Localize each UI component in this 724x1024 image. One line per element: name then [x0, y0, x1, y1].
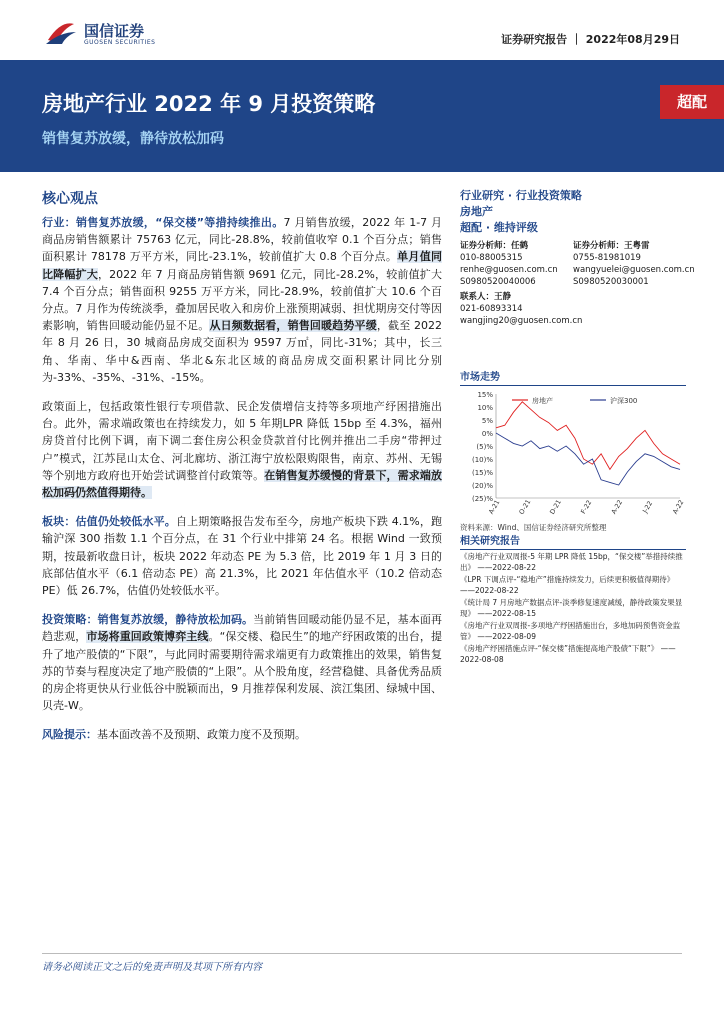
y-tick-label: (20)%: [471, 482, 493, 490]
x-tick-label: A-21: [487, 498, 502, 516]
core-views: [42, 188, 442, 756]
y-tick-label: 15%: [477, 391, 493, 399]
paragraph-text: ，截至 2022 年 8 月 26 日，30 城商品房成交面积为 9597 万㎡，同比-31%；其中，长三角、华南、华中&西南、华北&东北区域的商品房成交面积累计同比分别为-33%、-35%、-31%、-15%。: [42, 319, 443, 384]
x-tick-label: A-22: [609, 498, 625, 516]
legend-label: 房地产: [532, 397, 553, 405]
report-category: 行业研究 · 行业投资策略: [460, 189, 582, 202]
legend-label: 沪深300: [610, 397, 638, 405]
related-title: 相关研究报告: [460, 532, 686, 550]
analyst-email[interactable]: wangyuelei@guosen.com.cn: [573, 265, 695, 275]
paragraph-strategy: [42, 611, 442, 714]
section-title: 核心观点: [42, 191, 98, 207]
y-tick-label: 0%: [481, 430, 493, 438]
analyst-name: 证券分析师：王粤雷: [573, 241, 650, 251]
paragraph-label: 行业：销售复苏放缓，“保交楼”等措持续推出。: [42, 216, 284, 229]
paragraph-sector: [42, 513, 442, 599]
paragraph-text: 。“保交楼、稳民生”的地产纾困政策的出台，提升了地产股债的“下限”，与此同时需要期待需求端更有力政策推出的效果，销售复苏的节奏与程度决定了地产股债的“上限”。从个股角度，经营稳健、具备优秀品质的房企将更快从行业低谷中脱颖而出，9 月推荐保利发展、滨江集团、绿城中国、贝壳-W。: [42, 630, 443, 713]
logo-subtext: GUOSEN SECURITIES: [84, 39, 156, 46]
paragraph-text: 政策面上，包括政策性银行专项借款、民企发债增信支持等多项地产纾困措施出台。此外，需求端政策也在持续发力，如 5 年期LPR 降低 15bp 至 4.3%，福州房贷首付比例下调，南下调二套住房公积金贷款首付比例并推出二手房“带押过户”模式，江苏昆山太仓、河北廊坊、浙江海宁放松限购限售，南京、苏州、无锡等个别地方政府也开始尝试调整首付政策等。: [42, 400, 442, 482]
analyst-card: [573, 240, 695, 288]
page-header: [0, 0, 724, 60]
x-tick-label: J-22: [641, 499, 655, 515]
contact-email[interactable]: wangjing20@guosen.com.cn: [460, 316, 583, 326]
x-tick-label: A-22: [671, 498, 686, 516]
market-trend: [460, 368, 686, 533]
contact-name: 联系人：王静: [460, 292, 512, 302]
x-tick-label: D-21: [548, 498, 563, 516]
paragraph-label: 投资策略：销售复苏放缓，静待放松加码。: [42, 613, 254, 627]
sidebar-info: [460, 189, 695, 327]
x-tick-label: O-21: [517, 498, 533, 516]
paragraph-text: 基本面改善不及预期、政策力度不及预期。: [97, 728, 306, 742]
report-subtitle: 销售复苏放缓，静待放松加码: [42, 131, 224, 147]
analyst-list: [460, 240, 695, 288]
paragraph-risk: [42, 726, 442, 743]
rating-badge: 超配: [660, 85, 724, 119]
report-title: 房地产行业 2022 年 9 月投资策略: [42, 92, 376, 116]
contact-card: [460, 291, 686, 327]
report-info: 证券研究报告 ｜ 2022年08月29日: [501, 33, 680, 46]
analyst-phone: 010-88005315: [460, 253, 523, 263]
paragraph-label: 风险提示：: [42, 728, 97, 742]
y-tick-label: (5)%: [476, 443, 493, 451]
paragraph-highlight: 从日频数据看，销售回暖趋势平缓: [209, 319, 377, 333]
market-trend-title: 市场走势: [460, 368, 686, 386]
analyst-phone: 0755-81981019: [573, 253, 641, 263]
related-research: [460, 532, 686, 665]
y-tick-label: (10)%: [471, 456, 493, 464]
y-tick-label: 5%: [481, 417, 493, 425]
series-line: [496, 402, 680, 470]
analyst-card: [460, 240, 573, 288]
related-item[interactable]: 《统计局 7 月房地产数据点评-淡季修复速度减缓，静待政策发果显现》 ——2022-08-15: [460, 598, 683, 618]
related-item[interactable]: 《房地产行业双周报-5 年期 LPR 降低 15bp，“保交楼”举措持续推出》 ——2022-08-22: [460, 552, 683, 572]
paragraph-text: ，2022 年 7 月商品房销售额 9691 亿元，同比-28.2%，较前值扩大 7.4 个百分点；销售面积 9255 万平方米，同比-28.9%，较前值扩大 10.6 个百分点。7 月作为传统淡季，叠加居民收入和房价上涨预期减弱、担忧期房交付等因素影响，销售回暖动能仍显不足。: [42, 267, 442, 333]
paragraph-label: 板块：估值仍处较低水平。: [42, 515, 176, 529]
analyst-cert: S0980520030001: [573, 277, 649, 287]
analyst-cert: S0980520040006: [460, 277, 536, 287]
market-trend-chart: [460, 386, 686, 516]
x-tick-label: F-22: [579, 498, 594, 516]
paragraph-industry: [42, 214, 442, 386]
analyst-email[interactable]: renhe@guosen.com.cn: [460, 265, 558, 275]
paragraph-text: 7 月销售放缓，2022 年 1-7 月商品房销售额累计 75763 亿元，同比-28.8%，较前值收窄 0.1 个百分点；销售面积累计 78178 万平方米，同比-23.1%，较前值扩大 0.8 个百分点。: [42, 216, 442, 264]
rating-text: 超配 · 维持评级: [460, 221, 538, 234]
logo-text: 国信证券: [84, 22, 145, 40]
contact-phone: 021-60893314: [460, 304, 523, 314]
paragraph-text: 自上期策略报告发布至今，房地产板块下跌 4.1%，跑输沪深 300 指数 1.1 个百分点，在 31 个行业中排第 24 名。根据 Wind 一致预期，按最新收盘日计，板块 2022 年动态 PE 为 5.3 倍，比 2019 年 1 月 3 日的底部估值水平（6.1 倍动态 PE）高 21.3%，比 2021 年估值水平（10.2 倍动态 PE）低 26.7%，估值仍处较低水平。: [42, 515, 442, 598]
paragraph-policy: [42, 398, 442, 501]
paragraph-text: 当前销售回暖动能仍显不足，基本面再趋悲观，: [42, 613, 442, 644]
industry-name: 房地产: [460, 205, 493, 218]
y-tick-label: 10%: [477, 404, 493, 412]
related-item[interactable]: 《房地产行业双周报-多项地产纾困措施出台，多地加码预售资金监管》 ——2022-08-09: [460, 621, 681, 641]
related-item[interactable]: 《房地产纾困措施点评-“保交楼”措施提高地产股债“下限”》 ——2022-08-08: [460, 644, 676, 664]
analyst-name: 证券分析师：任鹤: [460, 241, 529, 251]
y-tick-label: (15)%: [471, 469, 493, 477]
paragraph-highlight: 市场将重回政策博弈主线: [86, 630, 209, 644]
related-item[interactable]: 《LPR 下调点评-“稳地产”措施持续发力，后续更积极值得期待》 ——2022-08-22: [460, 575, 675, 595]
guosen-logo-icon: [44, 18, 78, 46]
y-tick-label: (25)%: [471, 495, 493, 503]
chart-source: 资料来源：Wind、国信证券经济研究所整理: [460, 523, 607, 532]
footer-disclaimer: 请务必阅读正文之后的免责声明及其项下所有内容: [42, 962, 262, 973]
footer-divider: [42, 953, 682, 954]
paragraph-highlight: 在销售复苏缓慢的背景下，需求端放松加码仍然值得期待。: [42, 468, 443, 500]
paragraph-highlight: 单月值同比降幅扩大: [42, 250, 443, 281]
